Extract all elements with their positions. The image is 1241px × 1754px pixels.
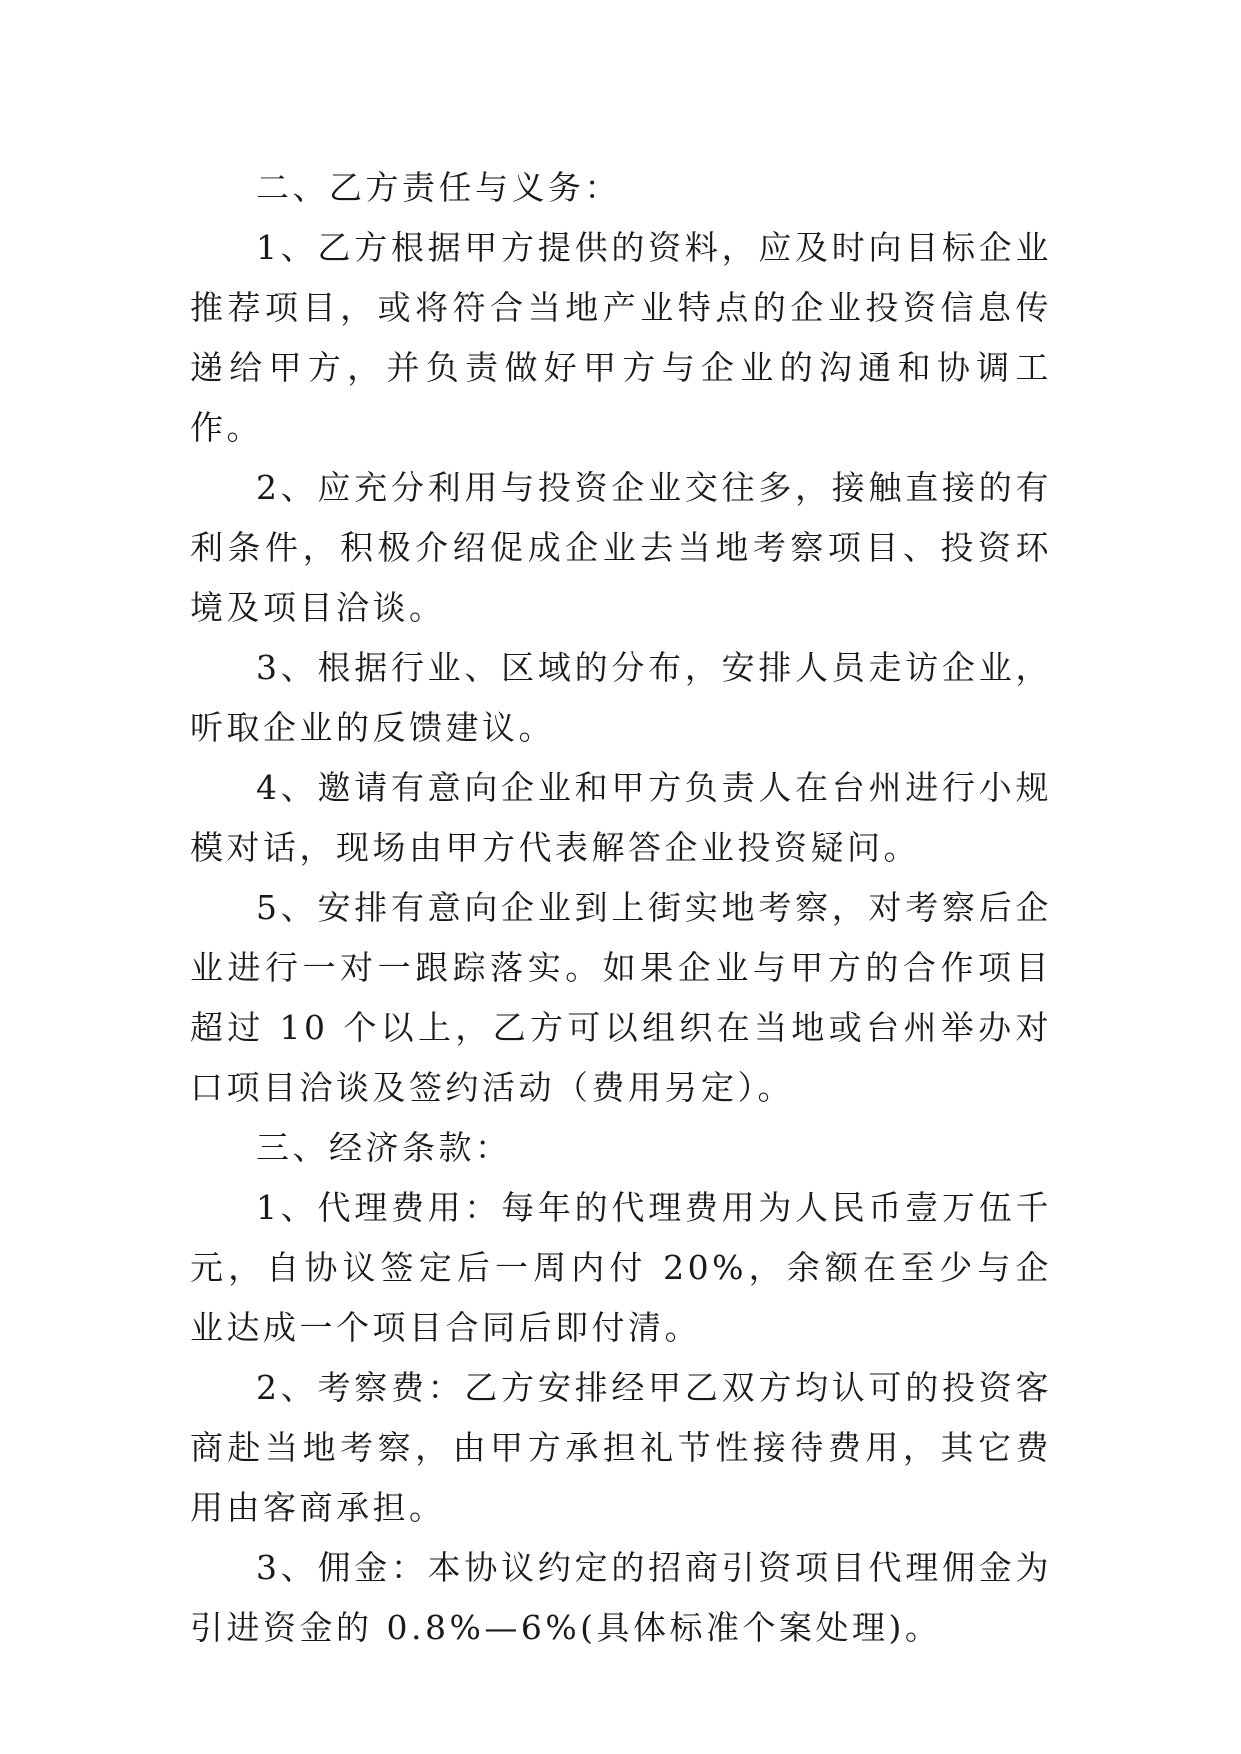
paragraph-b5: 5、安排有意向企业到上街实地考察，对考察后企业进行一对一跟踪落实。如果企业与甲方的合作项目超过 10 个以上，乙方可以组织在当地或台州举办对口项目洽谈及签约活动（费用另定）。 <box>190 888 1052 1107</box>
section-heading-economic-terms: 三、经济条款： <box>256 1128 512 1167</box>
document-body <box>190 158 1052 1658</box>
paragraph-c2: 2、考察费：乙方安排经甲乙双方均认可的投资客商赴当地考察，由甲方承担礼节性接待费用，其它费用由客商承担。 <box>190 1368 1052 1527</box>
paragraph-b4: 4、邀请有意向企业和甲方负责人在台州进行小规模对话，现场由甲方代表解答企业投资疑问。 <box>190 768 1052 867</box>
paragraph-b3: 3、根据行业、区域的分布，安排人员走访企业，听取企业的反馈建议。 <box>190 648 1052 747</box>
paragraph-c1: 1、代理费用：每年的代理费用为人民币壹万伍千元，自协议签定后一周内付 20%，余额在至少与企业达成一个项目合同后即付清。 <box>190 1188 1052 1347</box>
section-heading-party-b-duties: 二、乙方责任与义务： <box>256 168 621 207</box>
paragraph-b2: 2、应充分利用与投资企业交往多，接触直接的有利条件，积极介绍促成企业去当地考察项目、投资环境及项目洽谈。 <box>190 468 1052 627</box>
paragraph-c3: 3、佣金：本协议约定的招商引资项目代理佣金为引进资金的 0.8%—6%(具体标准个案处理)。 <box>190 1548 1052 1647</box>
paragraph-b1: 1、乙方根据甲方提供的资料，应及时向目标企业推荐项目，或将符合当地产业特点的企业投资信息传递给甲方，并负责做好甲方与企业的沟通和协调工作。 <box>190 228 1052 447</box>
